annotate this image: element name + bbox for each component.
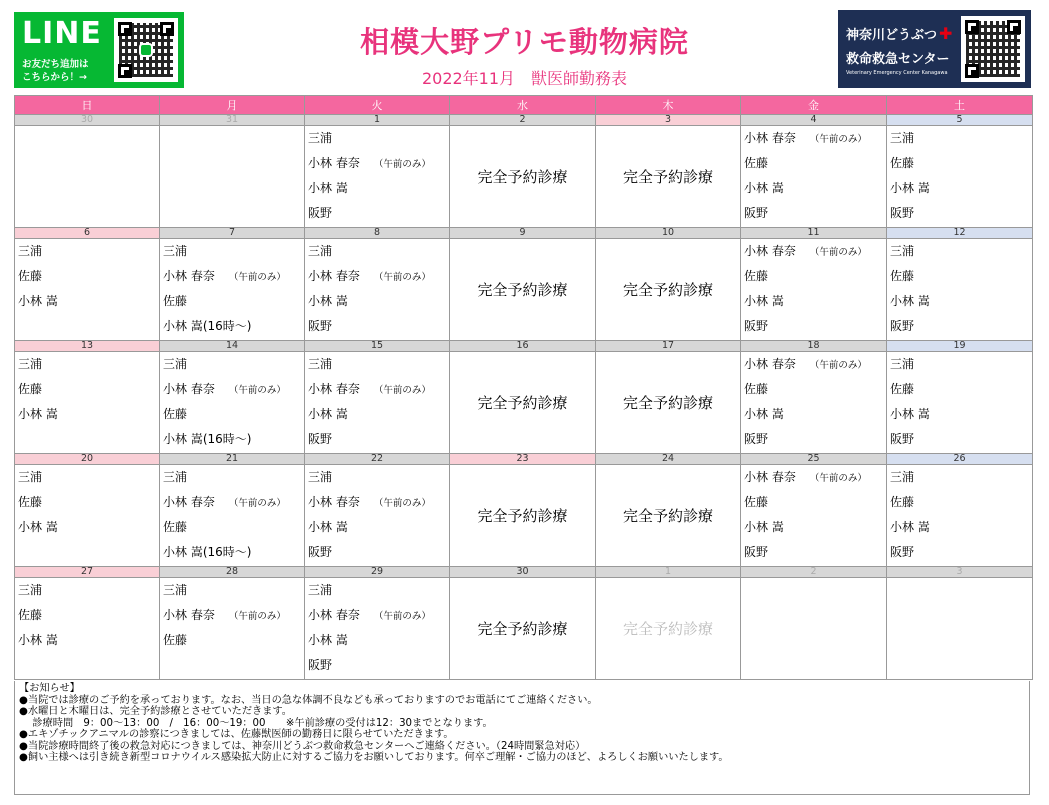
vet-name-text: 三浦 [890,470,915,484]
vet-name [305,603,449,628]
vet-name [305,377,449,402]
weekday-thu: 木 [596,96,741,115]
weekday-mon: 月 [160,96,305,115]
vet-name [15,264,159,289]
vet-name-text: 小林 嵩 [890,520,930,534]
notice-line: ●水曜日と木曜日は、完全予約診療とさせていただきます。 [19,706,292,717]
vet-name [741,427,886,452]
date-number: 23 [450,454,596,465]
vet-name [305,264,449,289]
date-number: 28 [160,567,305,578]
morning-only-note: （午前のみ） [228,498,286,509]
vet-name [160,377,304,402]
day-cell [741,578,887,680]
date-number: 6 [15,228,160,239]
date-number: 25 [741,454,887,465]
notice-line: ●エキゾチックアニマルの診察につきましては、佐藤獣医師の勤務日に限らせていただきます。 [19,729,454,740]
vet-name-text: 三浦 [308,357,333,371]
vet-name [741,289,886,314]
vet-name-text: 小林 嵩 [744,181,784,195]
vet-name [15,402,159,427]
reservation-only-label: 完全予約診療 [477,507,568,525]
vet-name-text: 三浦 [163,244,188,258]
vet-name-text: 小林 嵩 [18,294,58,308]
vet-name-text: 小林 嵩(16時～) [163,319,252,333]
morning-only-note: （午前のみ） [373,498,431,509]
vet-name-text: 阪野 [744,206,769,220]
vet-name-text: 佐藤 [890,269,915,283]
vet-name-text: 三浦 [18,583,43,597]
vet-name-text: 佐藤 [890,382,915,396]
day-cell [887,465,1033,567]
vet-name [15,289,159,314]
day-cell [305,126,450,228]
date-row [15,228,1033,239]
vet-name [160,289,304,314]
day-cell [596,239,741,341]
vet-name [741,352,886,377]
morning-only-note: （午前のみ） [228,611,286,622]
morning-only-note: （午前のみ） [809,473,867,484]
day-cell [887,239,1033,341]
day-cell [15,126,160,228]
vet-name-text: 佐藤 [890,495,915,509]
vet-name [305,176,449,201]
date-number: 30 [450,567,596,578]
notice-box [14,681,1030,795]
line-logo: LINE [22,16,102,51]
schedule-row [15,239,1033,341]
day-cell [450,239,596,341]
vet-name-text: 小林 嵩 [308,294,348,308]
date-number: 11 [741,228,887,239]
vet-name-text: 三浦 [308,583,333,597]
vet-name-text: 三浦 [18,244,43,258]
morning-only-note: （午前のみ） [373,272,431,283]
day-cell [305,239,450,341]
vet-name [741,264,886,289]
emergency-center-badge[interactable]: 神奈川どうぶつ ✚ 救命救急センター Veterinary Emergency Center Kanagawa [838,10,1031,88]
date-number: 4 [741,115,887,126]
weekday-header-row [15,96,1033,115]
vet-name [15,239,159,264]
vet-name [160,352,304,377]
vet-name-text: 三浦 [890,357,915,371]
vet-name [887,465,1032,490]
date-number: 18 [741,341,887,352]
vet-name-text: 佐藤 [744,495,769,509]
vet-name-text: 小林 嵩 [18,520,58,534]
vet-name-text: 佐藤 [163,633,188,647]
vet-name [160,314,304,339]
morning-only-note: （午前のみ） [809,360,867,371]
date-row [15,341,1033,352]
vet-name-text: 佐藤 [18,608,43,622]
morning-only-note: （午前のみ） [373,611,431,622]
vet-name-text: 小林 嵩 [744,407,784,421]
vet-name-text: 小林 嵩 [308,181,348,195]
day-cell [15,465,160,567]
day-cell [15,239,160,341]
day-cell [450,126,596,228]
vet-name-text: 小林 春奈 [308,156,360,170]
date-number: 1 [305,115,450,126]
vet-name [15,515,159,540]
date-number: 29 [305,567,450,578]
vet-name-text: 佐藤 [18,495,43,509]
vet-name [741,377,886,402]
vet-name-text: 小林 嵩 [890,294,930,308]
vet-name-text: 小林 嵩(16時～) [163,432,252,446]
vet-name-text: 阪野 [890,432,915,446]
vet-name [305,653,449,678]
vet-name [887,427,1032,452]
day-cell [741,465,887,567]
vet-name-text: 小林 嵩 [744,294,784,308]
vet-name [887,151,1032,176]
notice-line: 診療時間 9：00～13：00 / 16：00～19：00 ※午前診療の受付は12：30までとなります。 [19,717,493,729]
reservation-only-label: 完全予約診療 [477,168,568,186]
vet-name-text: 阪野 [744,319,769,333]
vet-name-text: 三浦 [890,131,915,145]
vet-name [15,490,159,515]
vet-name [160,239,304,264]
vet-name-text: 三浦 [163,583,188,597]
vet-name [160,578,304,603]
schedule-row [15,126,1033,228]
vet-name [15,578,159,603]
day-cell [596,126,741,228]
day-cell [887,352,1033,454]
vet-name-text: 佐藤 [163,407,188,421]
date-number: 17 [596,341,741,352]
vet-name [160,515,304,540]
vet-name [305,628,449,653]
vet-name [305,289,449,314]
vet-name [887,239,1032,264]
date-number: 13 [15,341,160,352]
morning-only-note: （午前のみ） [809,247,867,258]
vet-name-text: 佐藤 [163,520,188,534]
vet-name [305,490,449,515]
reservation-only-label: 完全予約診療 [477,620,568,638]
vet-name [887,402,1032,427]
vet-name-text: 小林 春奈 [744,244,796,258]
vet-name [741,151,886,176]
date-number: 2 [741,567,887,578]
day-cell [160,352,305,454]
day-cell [596,465,741,567]
vet-name [305,578,449,603]
vet-name-text: 小林 嵩 [18,633,58,647]
vet-name-text: 佐藤 [744,269,769,283]
vet-name [741,540,886,565]
day-cell [596,352,741,454]
weekday-wed: 水 [450,96,596,115]
vet-name-text: 小林 嵩 [308,407,348,421]
day-cell [450,578,596,680]
vet-name [160,427,304,452]
vet-name-text: 阪野 [744,545,769,559]
vet-name [887,289,1032,314]
vet-name-text: 三浦 [308,244,333,258]
day-cell [305,578,450,680]
vet-name [741,465,886,490]
date-number: 21 [160,454,305,465]
date-number: 24 [596,454,741,465]
vet-name-text: 小林 嵩 [18,407,58,421]
vet-name-text: 小林 春奈 [163,269,215,283]
vet-name [160,603,304,628]
reservation-only-label: 完全予約診療 [622,620,713,638]
vet-name [305,402,449,427]
vet-name-text: 三浦 [308,131,333,145]
vet-name [15,377,159,402]
vet-name [160,490,304,515]
emergency-qr-code-icon[interactable] [961,16,1025,82]
vet-name [887,176,1032,201]
day-cell [160,578,305,680]
vet-name [887,515,1032,540]
vet-name-text: 阪野 [744,432,769,446]
vet-name-text: 阪野 [308,432,333,446]
notice-line: ●当院では診療のご予約を承っております。なお、当日の急な体調不良なども承っておりますのでお電話にてご連絡ください。 [19,694,598,706]
vet-name-text: 三浦 [308,470,333,484]
vet-name [160,540,304,565]
morning-only-note: （午前のみ） [228,272,286,283]
date-number: 8 [305,228,450,239]
vet-name-text: 小林 春奈 [308,608,360,622]
vet-name [741,515,886,540]
schedule-row [15,465,1033,567]
vet-name-text: 三浦 [890,244,915,258]
date-number: 16 [450,341,596,352]
vet-name-text: 阪野 [890,545,915,559]
day-cell [741,239,887,341]
vet-name [887,540,1032,565]
date-number: 26 [887,454,1033,465]
vet-name-text: 三浦 [163,470,188,484]
vet-name [305,151,449,176]
vet-name-text: 佐藤 [744,382,769,396]
day-cell [15,352,160,454]
vet-name-text: 小林 嵩 [308,520,348,534]
notice-line: ●当院診療時間終了後の救急対応につきましては、神奈川どうぶつ救命救急センターへご連絡ください。（24時間緊急対応） [19,740,586,752]
vet-name [305,314,449,339]
day-cell [305,465,450,567]
morning-only-note: （午前のみ） [373,385,431,396]
vet-name-text: 佐藤 [744,156,769,170]
vet-name [741,402,886,427]
vet-name-text: 小林 春奈 [744,357,796,371]
vet-name [160,465,304,490]
day-cell [160,239,305,341]
vet-name-text: 小林 嵩 [890,407,930,421]
vet-name-text: 阪野 [308,545,333,559]
vet-name-text: 小林 嵩(16時～) [163,545,252,559]
vet-name [887,201,1032,226]
day-cell [741,352,887,454]
morning-only-note: （午前のみ） [373,159,431,170]
date-number: 27 [15,567,160,578]
date-number: 12 [887,228,1033,239]
vet-name [741,314,886,339]
vet-name [741,201,886,226]
day-cell [305,352,450,454]
vet-name-text: 阪野 [308,658,333,672]
day-cell [596,578,741,680]
date-row [15,115,1033,126]
red-cross-icon: ✚ [939,24,953,43]
day-cell [160,126,305,228]
vet-name [741,176,886,201]
reservation-only-label: 完全予約診療 [477,394,568,412]
date-number: 19 [887,341,1033,352]
day-cell [887,126,1033,228]
vet-name [741,490,886,515]
date-number: 2 [450,115,596,126]
vet-name [160,402,304,427]
reservation-only-label: 完全予約診療 [622,394,713,412]
date-number: 15 [305,341,450,352]
vet-name-text: 三浦 [163,357,188,371]
vet-name-text: 阪野 [308,319,333,333]
vet-name [305,427,449,452]
vet-name-text: 小林 春奈 [308,269,360,283]
vet-name [887,314,1032,339]
vet-name-text: 小林 嵩 [890,181,930,195]
day-cell [450,352,596,454]
date-number: 5 [887,115,1033,126]
date-row [15,454,1033,465]
vet-name-text: 佐藤 [163,294,188,308]
page-subtitle: 2022年11月 獣医師勤務表 [421,69,628,88]
weekday-fri: 金 [741,96,887,115]
vet-name-text: 小林 春奈 [163,608,215,622]
date-number: 22 [305,454,450,465]
schedule-row [15,578,1033,680]
notice-line: ●飼い主様へは引き続き新型コロナウイルス感染拡大防止に対するご協力をお願いしております。何卒ご理解・ご協力のほど、よろしくお願いいたします。 [19,752,729,763]
vet-name-text: 佐藤 [890,156,915,170]
morning-only-note: （午前のみ） [228,385,286,396]
vet-name-text: 小林 嵩 [744,520,784,534]
vet-name [887,377,1032,402]
morning-only-note: （午前のみ） [809,134,867,145]
vet-name-text: 小林 春奈 [308,495,360,509]
vet-name-text: 小林 嵩 [308,633,348,647]
date-number: 3 [596,115,741,126]
vet-name [305,201,449,226]
weekday-sun: 日 [15,96,160,115]
date-number: 30 [15,115,160,126]
date-number: 10 [596,228,741,239]
vet-name [15,352,159,377]
vet-name [305,352,449,377]
reservation-only-label: 完全予約診療 [477,281,568,299]
vet-name [305,540,449,565]
date-number: 9 [450,228,596,239]
reservation-only-label: 完全予約診療 [622,281,713,299]
vet-name-text: 阪野 [308,206,333,220]
date-number: 7 [160,228,305,239]
vet-name-text: 小林 春奈 [744,131,796,145]
vet-name-text: 小林 春奈 [308,382,360,396]
vet-name [741,239,886,264]
date-number: 31 [160,115,305,126]
reservation-only-label: 完全予約診療 [622,507,713,525]
vet-name-text: 小林 春奈 [163,495,215,509]
date-number: 1 [596,567,741,578]
weekday-sat: 土 [887,96,1033,115]
vet-name [160,628,304,653]
day-cell [887,578,1033,680]
vet-name [887,352,1032,377]
line-add-friend-text: お友だち追加は こちらから！→ [22,59,89,83]
vet-name [305,515,449,540]
page-title: 相模大野プリモ動物病院 [360,25,689,59]
vet-name-text: 三浦 [18,470,43,484]
vet-name [741,126,886,151]
vet-name [160,264,304,289]
date-number: 3 [887,567,1033,578]
vet-name-text: 佐藤 [18,269,43,283]
day-cell [450,465,596,567]
weekday-tue: 火 [305,96,450,115]
vet-name [15,465,159,490]
vet-name [305,126,449,151]
vet-name-text: 小林 春奈 [163,382,215,396]
schedule-calendar [14,95,1033,680]
vet-name [887,264,1032,289]
day-cell [741,126,887,228]
date-row [15,567,1033,578]
vet-name-text: 阪野 [890,319,915,333]
vet-name-text: 阪野 [890,206,915,220]
vet-name [15,628,159,653]
day-cell [160,465,305,567]
reservation-only-label: 完全予約診療 [622,168,713,186]
vet-name-text: 佐藤 [18,382,43,396]
vet-name-text: 三浦 [18,357,43,371]
vet-name-text: 小林 春奈 [744,470,796,484]
notice-heading: 【お知らせ】 [19,683,80,694]
vet-name [887,490,1032,515]
date-number: 20 [15,454,160,465]
vet-name [305,239,449,264]
day-cell [15,578,160,680]
vet-name [305,465,449,490]
vet-name [887,126,1032,151]
vet-name [15,603,159,628]
date-number: 14 [160,341,305,352]
schedule-row [15,352,1033,454]
